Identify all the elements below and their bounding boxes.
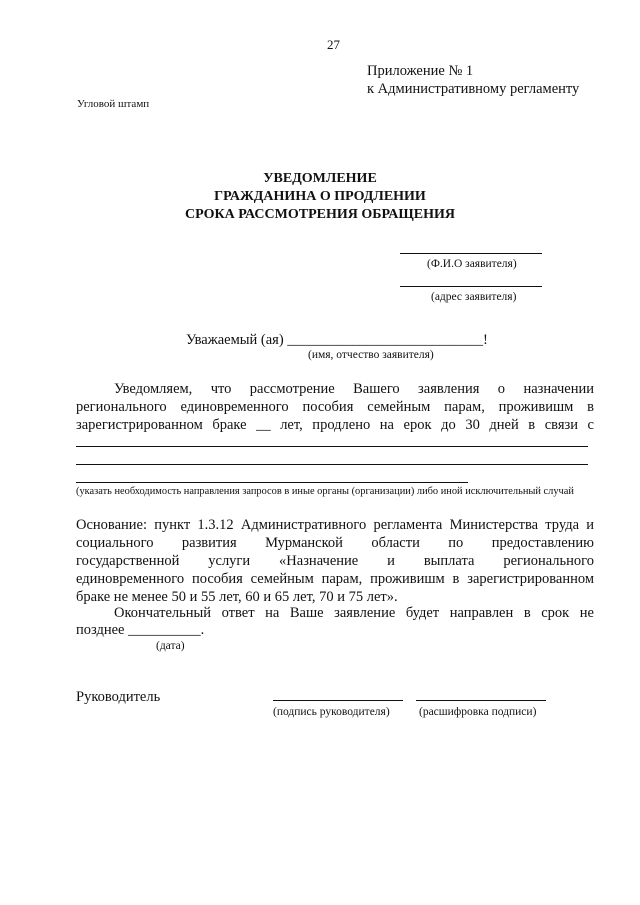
greeting: Уважаемый (ая) ___________________________! xyxy=(186,332,488,348)
applicant-address-caption: (адрес заявителя) xyxy=(431,291,517,303)
basis-line-3: государственной услуги «Назначение и выплата регионального xyxy=(76,553,594,569)
corner-stamp-label: Угловой штамп xyxy=(77,98,150,110)
signature-decode-caption: (расшифровка подписи) xyxy=(419,706,537,718)
basis-line-4: единовременного пособия семейным парам, проживишм в зарегистрированном xyxy=(76,571,594,587)
reason-caption: (указать необходимость направления запросов в иные органы (организации) либо иной исключительный случай xyxy=(76,486,574,497)
basis-line-5: браке не менее 50 и 55 лет, 60 и 65 лет, 70 и 75 лет». xyxy=(76,589,398,605)
appendix-line-1: Приложение № 1 xyxy=(367,63,474,79)
basis-line-1: Основание: пункт 1.3.12 Административного регламента Министерства труда и xyxy=(76,517,594,533)
document-title-line-3: СРОКА РАССМОТРЕНИЯ ОБРАЩЕНИЯ xyxy=(185,207,455,222)
applicant-address-line xyxy=(400,286,542,287)
basis-line-2: социального развития Мурманской области по предоставлению xyxy=(76,535,594,551)
final-answer-line-1: Окончательный ответ на Ваше заявление будет направлен в срок не xyxy=(114,605,594,621)
greeting-caption: (имя, отчество заявителя) xyxy=(308,349,434,361)
signature-caption: (подпись руководителя) xyxy=(273,706,390,718)
reason-line-3 xyxy=(76,482,468,483)
final-answer-line-2: позднее __________. xyxy=(76,622,205,638)
page-number: 27 xyxy=(327,37,340,52)
document-title-line-2: ГРАЖДАНИНА О ПРОДЛЕНИИ xyxy=(214,189,426,204)
reason-line-2 xyxy=(76,464,588,465)
signatory-label: Руководитель xyxy=(76,689,161,705)
applicant-name-line xyxy=(400,253,542,254)
notice-line-2: регионального единовременного пособия семейным парам, проживишм в xyxy=(76,399,594,415)
date-caption: (дата) xyxy=(156,640,185,652)
signature-line xyxy=(273,700,403,701)
appendix-line-2: к Административному регламенту xyxy=(367,81,580,97)
document-title-line-1: УВЕДОМЛЕНИЕ xyxy=(263,171,377,186)
signature-decode-line xyxy=(416,700,546,701)
reason-line-1 xyxy=(76,446,588,447)
notice-line-3: зарегистрированном браке __ лет, продлено на ерок до 30 дней в связи с xyxy=(76,417,594,433)
applicant-name-caption: (Ф.И.О заявителя) xyxy=(427,258,517,270)
notice-line-1: Уведомляем, что рассмотрение Вашего заявления о назначении xyxy=(114,381,594,397)
